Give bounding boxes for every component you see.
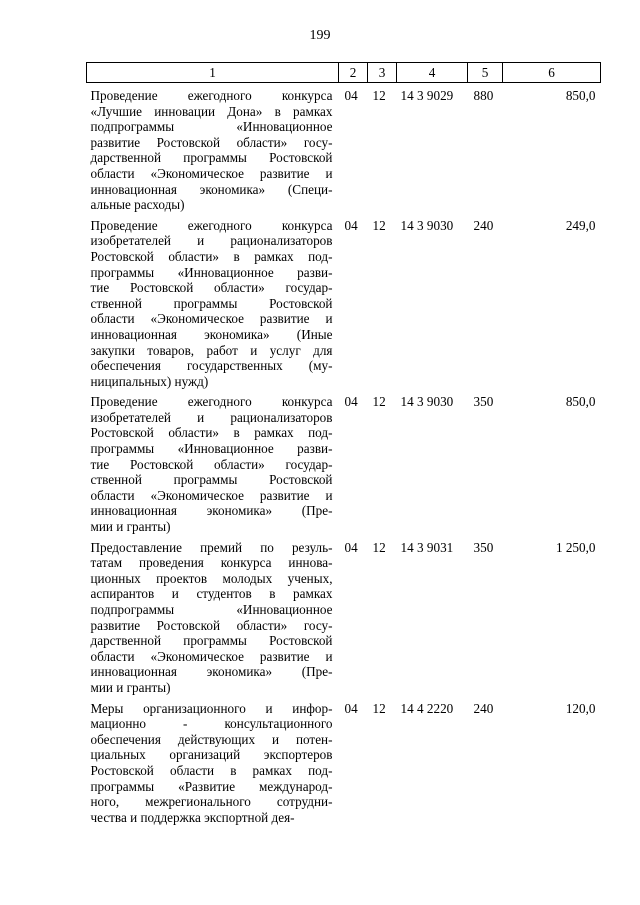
description-line: мационно - консультационного [90, 716, 333, 732]
description-line: дарственной программы Ростовской [90, 633, 333, 649]
table-row [87, 389, 601, 534]
description-line: области «Экономическое развитие и [90, 165, 333, 181]
table-body [87, 83, 601, 826]
description-line: циальных организаций экспортеров [90, 747, 333, 763]
description-line: ственной программы Ростовской [90, 295, 333, 311]
description-line: Проведение ежегодного конкурса [90, 394, 333, 410]
row-description [87, 696, 339, 826]
csr-cell: 14 3 9031 [400, 539, 454, 555]
table-row [87, 83, 601, 213]
description-line: инновационная экономика» (Иные [90, 326, 333, 342]
description-line: инновационная экономика» (Пре- [90, 503, 333, 519]
description-line: Меры организационного и инфор- [90, 700, 333, 716]
description-line: мии и гранты) [90, 679, 171, 695]
description-line: Ростовской области» в рамках под- [90, 248, 333, 264]
budget-table [86, 62, 601, 825]
column-header-csr: 4 [397, 63, 468, 83]
description-line: обеспечения государственных (му- [90, 358, 333, 374]
description-line: изобретателей и рационализаторов [90, 233, 333, 249]
description-line: Ростовской области в рамках под- [90, 762, 333, 778]
table-row [87, 535, 601, 696]
description-line: изобретателей и рационализаторов [90, 409, 333, 425]
description-line: подпрограммы «Инновационное [90, 602, 333, 617]
vr-cell: 880 [473, 88, 494, 103]
vr-cell: 350 [473, 394, 494, 410]
description-line: подпрограммы «Инновационное [90, 119, 333, 135]
description-line: инновационная экономика» (Пре- [90, 664, 333, 680]
sum-cell: 850,0 [565, 88, 596, 103]
description-line: обеспечения действующих и потен- [90, 731, 333, 747]
description-line: мии и гранты) [90, 519, 171, 535]
description-line: развитие Ростовской области» госу- [90, 134, 333, 150]
description-line: альные расходы) [90, 197, 185, 213]
vr-cell: 350 [473, 539, 494, 555]
description-line: закупки товаров, работ и услуг для [90, 342, 333, 358]
vr-cell: 240 [473, 217, 494, 233]
razdel-cell: 04 [344, 217, 358, 233]
row-description [87, 213, 339, 390]
csr-cell: 14 3 9029 [400, 88, 454, 103]
description-line: татам проведения конкурса иннова- [90, 555, 333, 571]
page-number: 199 [309, 28, 331, 43]
vr-cell: 240 [473, 700, 494, 716]
csr-cell: 14 3 9030 [400, 394, 454, 410]
description-line: Ростовской области» в рамках под- [90, 425, 333, 441]
description-line: Проведение ежегодного конкурса [90, 217, 333, 233]
description-line: Предоставление премий по резуль- [90, 539, 333, 555]
description-line: программы «Развитие международ- [90, 778, 333, 794]
podrazdel-cell: 12 [372, 700, 386, 716]
column-header-podrazdel: 3 [368, 63, 397, 83]
description-line: области «Экономическое развитие и [90, 311, 333, 327]
razdel-cell: 04 [344, 88, 358, 103]
podrazdel-cell: 12 [372, 539, 386, 555]
column-header-name: 1 [87, 63, 339, 83]
row-description [87, 389, 339, 534]
column-header-vr: 5 [468, 63, 503, 83]
description-line: программы «Инновационное разви- [90, 264, 333, 280]
sum-cell: 120,0 [565, 700, 596, 716]
sum-cell: 850,0 [565, 394, 596, 410]
podrazdel-cell: 12 [372, 394, 386, 410]
description-line: тие Ростовской области» государ- [90, 456, 333, 472]
description-line: тие Ростовской области» государ- [90, 280, 333, 296]
table-row [87, 696, 601, 826]
csr-cell: 14 4 2220 [400, 700, 454, 716]
table-header-row [87, 63, 601, 83]
description-line: ного, межрегионального сотрудни- [90, 794, 333, 810]
description-line: ственной программы Ростовской [90, 472, 333, 488]
column-header-razdel: 2 [339, 63, 368, 83]
row-description [87, 83, 339, 213]
podrazdel-cell: 12 [372, 88, 386, 103]
razdel-cell: 04 [344, 394, 358, 410]
column-header-sum: 6 [503, 63, 601, 83]
razdel-cell: 04 [344, 539, 358, 555]
description-line: аспирантов и студентов в рамках [90, 586, 333, 602]
sum-cell: 1 250,0 [555, 539, 596, 555]
description-line: программы «Инновационное разви- [90, 441, 333, 457]
description-line: «Лучшие инновации Дона» в рамках [90, 103, 333, 119]
podrazdel-cell: 12 [372, 217, 386, 233]
description-line: Проведение ежегодного конкурса [90, 88, 333, 103]
description-line: развитие Ростовской области» госу- [90, 617, 333, 633]
table-row [87, 213, 601, 390]
razdel-cell: 04 [344, 700, 358, 716]
csr-cell: 14 3 9030 [400, 217, 454, 233]
row-description [87, 535, 339, 696]
description-line: чества и поддержка экспортной дея- [90, 809, 295, 825]
description-line: области «Экономическое развитие и [90, 648, 333, 664]
description-line: ниципальных) нужд) [90, 373, 209, 389]
description-line: инновационная экономика» (Специ- [90, 181, 333, 197]
sum-cell: 249,0 [565, 217, 596, 233]
description-line: дарственной программы Ростовской [90, 150, 333, 166]
description-line: ционных проектов молодых ученых, [90, 570, 333, 586]
description-line: области «Экономическое развитие и [90, 487, 333, 503]
